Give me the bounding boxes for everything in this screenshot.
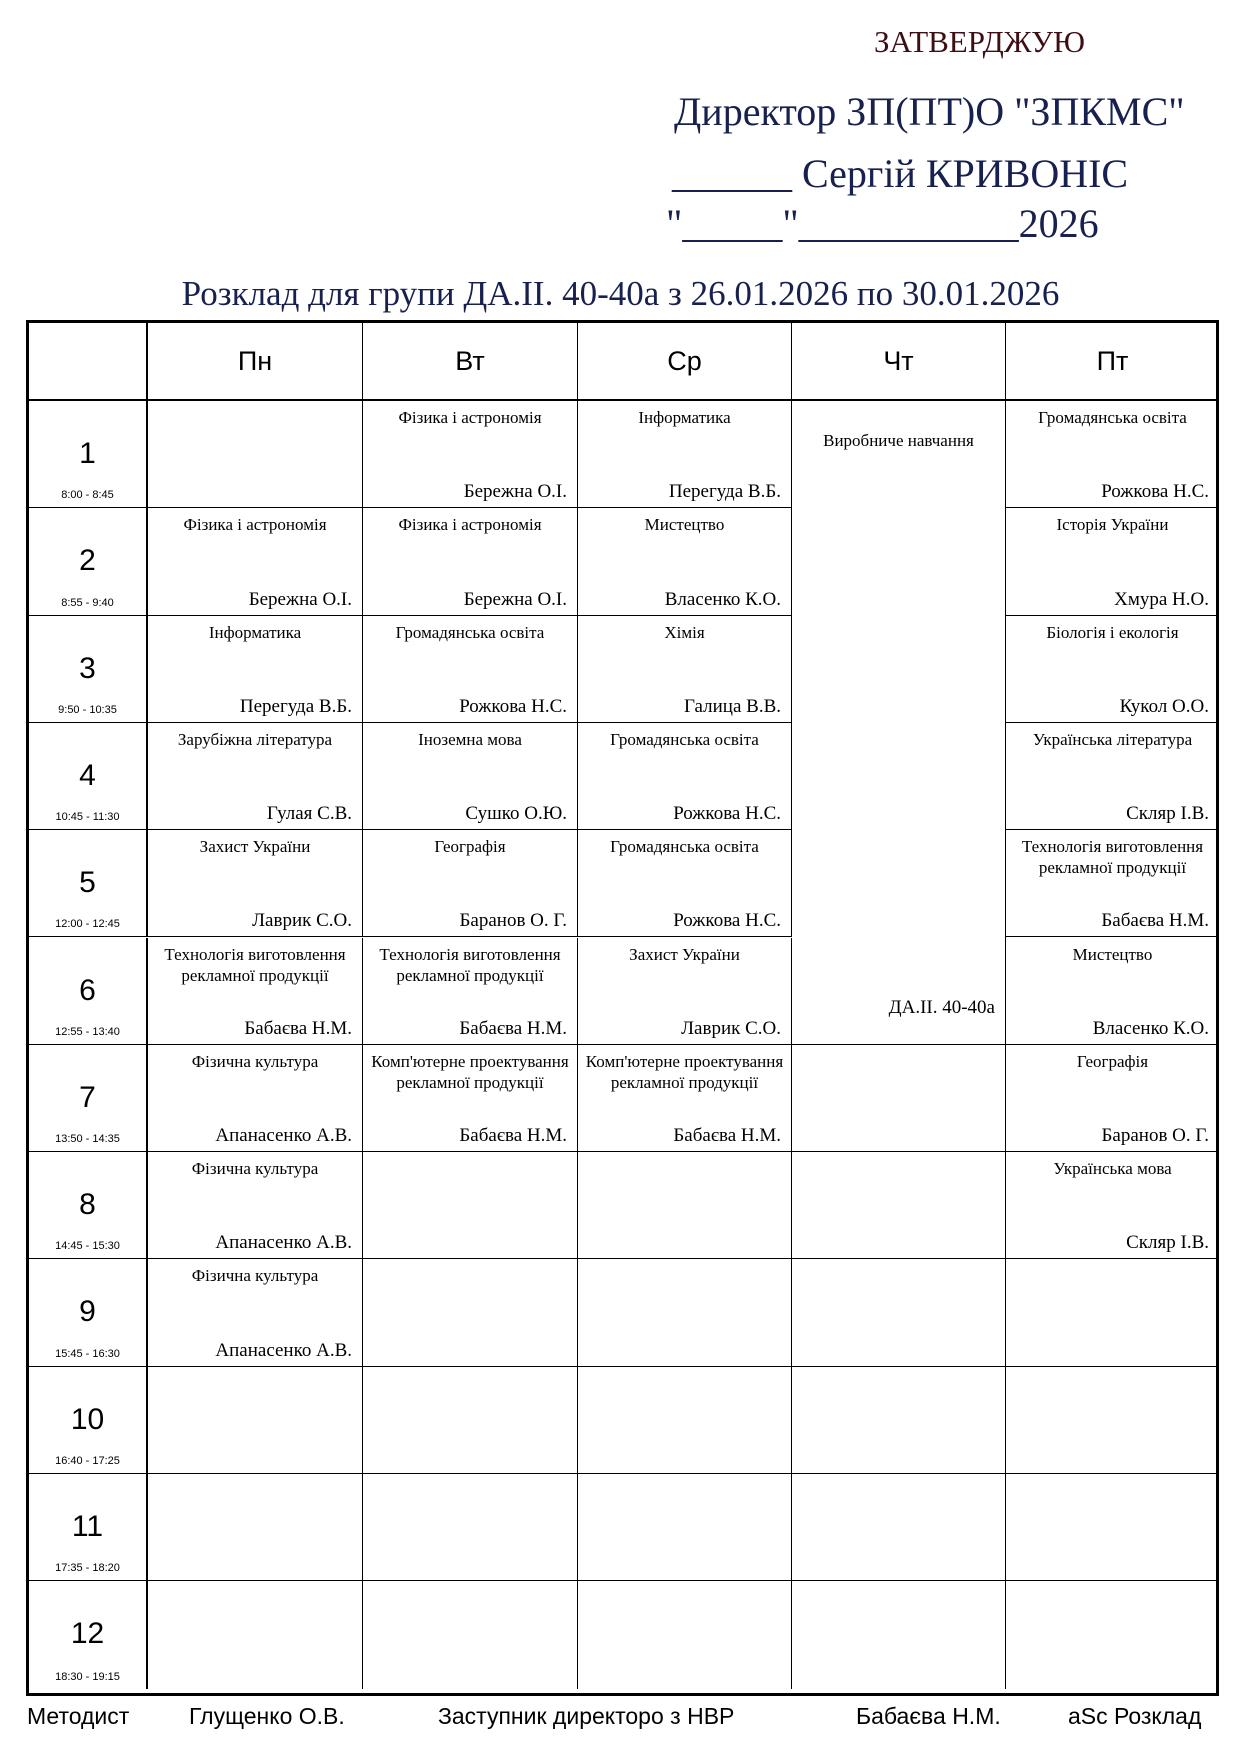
lesson-teacher: Бережна О.І. (463, 481, 567, 503)
lesson-teacher: Перегуда В.Б. (668, 481, 781, 503)
period-time: 10:45 - 11:30 (55, 811, 120, 824)
lesson-subject: Комп'ютерне проектування рекламної продукції (585, 1051, 784, 1092)
period-number: 3 (79, 651, 96, 685)
lesson-cell (1006, 1045, 1219, 1152)
lesson-subject: Громадянська освіта (395, 622, 545, 642)
lesson-subject: Історія України (1056, 515, 1169, 535)
lesson-cell (578, 508, 792, 615)
lesson-subject: Фізика і астрономія (398, 408, 542, 427)
lesson-subject: Фізична культура (191, 1266, 319, 1286)
lesson-cell (578, 1367, 792, 1474)
lesson-cell (1006, 401, 1219, 508)
lesson-cell (578, 1474, 792, 1581)
period-time: 9:50 - 10:35 (58, 703, 117, 716)
footer-deputy-label: Заступник директоро з НВР (438, 1703, 735, 1729)
lesson-subject: Громадянська освіта (610, 837, 759, 857)
period-time: 18:30 - 19:15 (55, 1670, 120, 1683)
lesson-cell (578, 616, 792, 723)
lesson-cell (1006, 616, 1219, 723)
lesson-teacher: Скляр І.В. (1126, 803, 1209, 825)
lesson-cell-empty (792, 1367, 1006, 1474)
period-cell (29, 1581, 148, 1688)
day-header: Пн (148, 323, 363, 401)
lesson-teacher: Сушко О.Ю. (465, 803, 567, 825)
lesson-teacher: Рожкова Н.С. (673, 910, 781, 932)
period-time: 14:45 - 15:30 (55, 1240, 120, 1253)
lesson-cell (363, 1152, 578, 1259)
lesson-teacher: Апанасенко А.В. (215, 1232, 352, 1254)
lesson-teacher: Галица В.В. (684, 695, 781, 717)
lesson-subject: Хімія (664, 622, 705, 642)
lesson-cell (363, 401, 578, 508)
lesson-teacher: Хмура Н.О. (1114, 588, 1209, 610)
lesson-cell (363, 1581, 578, 1688)
lesson-subject: Фізика і астрономія (398, 515, 542, 535)
lesson-cell (148, 1367, 363, 1474)
period-number: 7 (79, 1080, 96, 1114)
lesson-cell (578, 1152, 792, 1259)
period-number: 12 (70, 1617, 105, 1651)
period-number: 6 (79, 973, 96, 1007)
period-time: 12:00 - 12:45 (55, 918, 120, 931)
lesson-cell (363, 616, 578, 723)
lesson-subject: Мистецтво (1072, 944, 1153, 964)
period-time: 15:45 - 16:30 (55, 1347, 120, 1360)
lesson-teacher: Бабаєва Н.М. (1101, 910, 1209, 932)
period-cell (29, 938, 148, 1045)
lesson-cell (363, 830, 578, 937)
period-number: 2 (79, 544, 96, 578)
period-time: 8:00 - 8:45 (61, 489, 114, 502)
lesson-cell (148, 401, 363, 508)
lesson-cell (148, 508, 363, 615)
period-cell (29, 1152, 148, 1259)
lesson-subject: Українська література (1032, 729, 1193, 749)
lesson-cell (148, 1152, 363, 1259)
lesson-subject: Захист України (199, 837, 311, 857)
lesson-cell (363, 1259, 578, 1366)
approval-stamp: ЗАТВЕРДЖУЮ (874, 24, 1085, 59)
lesson-cell (363, 1367, 578, 1474)
period-time: 13:50 - 14:35 (55, 1133, 120, 1146)
lesson-subject: Фізична культура (191, 1159, 319, 1179)
period-number: 11 (71, 1510, 104, 1543)
period-cell (29, 1367, 148, 1474)
lesson-cell (1006, 508, 1219, 615)
lesson-cell-empty (792, 1474, 1006, 1581)
lesson-subject: Інформатика (208, 622, 302, 642)
page-title: Розклад для групи ДА.ІІ. 40-40а з 26.01.2026 по 30.01.2026 (181, 274, 1060, 313)
lesson-cell (578, 723, 792, 830)
approval-date-line: "_____"___________2026 (666, 201, 1099, 246)
lesson-subject: Технологія виготовлення рекламної продукції (379, 944, 561, 985)
period-cell (29, 723, 148, 830)
period-time: 17:35 - 18:20 (55, 1562, 120, 1575)
lesson-teacher: Баранов О. Г. (459, 910, 567, 932)
lesson-subject: Українська мова (1053, 1159, 1172, 1179)
lesson-subject: Захист України (629, 944, 740, 964)
period-cell (29, 1259, 148, 1366)
period-number: 8 (79, 1188, 96, 1222)
period-time: 16:40 - 17:25 (55, 1454, 120, 1467)
lesson-subject: Іноземна мова (418, 729, 522, 749)
lesson-cell (363, 938, 578, 1045)
lesson-cell-empty (792, 1581, 1006, 1688)
lesson-subject: Мистецтво (644, 515, 725, 535)
lesson-cell (578, 1259, 792, 1366)
thursday-practice-group: ДА.ІІ. 40-40а (888, 997, 995, 1018)
day-header: Вт (363, 323, 578, 401)
lesson-cell (578, 938, 792, 1045)
lesson-cell-empty (792, 1259, 1006, 1366)
lesson-cell (148, 616, 363, 723)
lesson-cell (363, 1045, 578, 1152)
lesson-cell (1006, 723, 1219, 830)
period-number: 10 (70, 1402, 105, 1436)
period-number: 4 (79, 758, 96, 792)
day-header: Ср (578, 323, 792, 401)
approval-director: Директор ЗП(ПТ)О "ЗПКМС" (674, 89, 1185, 134)
period-time: 8:55 - 9:40 (61, 596, 114, 609)
lesson-teacher: Бережна О.І. (248, 588, 352, 610)
period-time: 12:55 - 13:40 (55, 1025, 120, 1038)
lesson-teacher: Перегуда В.Б. (239, 695, 352, 717)
lesson-cell (1006, 1367, 1219, 1474)
lesson-cell (148, 1581, 363, 1688)
lesson-cell (578, 1045, 792, 1152)
lesson-subject: Комп'ютерне проектування рекламної продукції (371, 1051, 569, 1092)
approval-signer: ______ Сергій КРИВОНІС (672, 151, 1129, 196)
lesson-cell (148, 1259, 363, 1366)
lesson-subject: Фізика і астрономія (183, 515, 327, 535)
lesson-teacher: Бабаєва Н.М. (244, 1017, 352, 1039)
footer-deputy-name: Бабаєва Н.М. (856, 1703, 1001, 1729)
lesson-teacher: Рожкова Н.С. (459, 695, 567, 717)
lesson-cell (578, 1581, 792, 1688)
lesson-cell (1006, 830, 1219, 937)
lesson-teacher: Баранов О. Г. (1101, 1125, 1209, 1147)
period-cell (29, 508, 148, 615)
footer-methodist-name: Глущенко О.В. (189, 1703, 345, 1729)
lesson-cell (148, 723, 363, 830)
lesson-teacher: Скляр І.В. (1126, 1232, 1209, 1254)
lesson-teacher: Апанасенко А.В. (215, 1339, 352, 1361)
lesson-subject: Інформатика (638, 408, 731, 427)
lesson-subject: Технологія виготовлення рекламної продукції (1021, 837, 1204, 878)
lesson-teacher: Бабаєва Н.М. (673, 1125, 781, 1147)
lesson-subject: Зарубіжна література (177, 729, 333, 749)
lesson-teacher: Власенко К.О. (1092, 1017, 1209, 1039)
period-number: 9 (79, 1295, 96, 1329)
footer-software: aSc Розклад (1068, 1703, 1202, 1729)
day-header: Пт (1006, 323, 1219, 401)
lesson-teacher: Рожкова Н.С. (673, 803, 781, 825)
lesson-cell-empty (792, 1045, 1006, 1152)
lesson-cell (148, 1045, 363, 1152)
lesson-subject: Громадянська освіта (1038, 408, 1187, 427)
period-number: 5 (79, 866, 96, 900)
lesson-subject: Технологія виготовлення рекламної продукції (164, 944, 346, 985)
lesson-cell (1006, 1581, 1219, 1688)
lesson-subject: Географія (1076, 1051, 1149, 1071)
period-cell (29, 1045, 148, 1152)
lesson-cell (148, 830, 363, 937)
lesson-cell (1006, 1474, 1219, 1581)
lesson-cell (148, 1474, 363, 1581)
period-cell (29, 616, 148, 723)
lesson-teacher: Лаврик С.О. (252, 910, 352, 932)
lesson-teacher: Рожкова Н.С. (1101, 481, 1209, 503)
footer-methodist-label: Методист (27, 1703, 130, 1729)
thursday-practice-subject: Виробниче навчання (823, 431, 974, 450)
period-cell (29, 1474, 148, 1581)
lesson-teacher: Апанасенко А.В. (215, 1125, 352, 1147)
lesson-cell (578, 401, 792, 508)
lesson-cell (363, 1474, 578, 1581)
lesson-cell-empty (792, 1152, 1006, 1259)
lesson-subject: Біологія і екологія (1046, 622, 1179, 642)
header-corner (29, 323, 148, 401)
period-cell (29, 401, 148, 508)
thursday-practice-block (792, 401, 1006, 1045)
lesson-cell (363, 723, 578, 830)
lesson-cell (1006, 1152, 1219, 1259)
lesson-cell (1006, 1259, 1219, 1366)
lesson-teacher: Власенко К.О. (664, 588, 781, 610)
schedule-table (26, 320, 1219, 1696)
lesson-cell (578, 830, 792, 937)
lesson-teacher: Бабаєва Н.М. (459, 1017, 567, 1039)
lesson-subject: Фізична культура (191, 1051, 319, 1071)
lesson-teacher: Бабаєва Н.М. (459, 1125, 567, 1147)
lesson-teacher: Бережна О.І. (463, 588, 567, 610)
lesson-teacher: Лаврик С.О. (681, 1017, 781, 1039)
period-number: 1 (79, 437, 96, 470)
day-header: Чт (792, 323, 1006, 401)
period-cell (29, 830, 148, 937)
lesson-cell (1006, 938, 1219, 1045)
lesson-cell (363, 508, 578, 615)
lesson-cell (148, 938, 363, 1045)
lesson-teacher: Кукол О.О. (1119, 695, 1209, 717)
lesson-teacher: Гулая С.В. (266, 803, 352, 825)
lesson-subject: Громадянська освіта (610, 729, 759, 749)
lesson-subject: Географія (434, 837, 506, 857)
